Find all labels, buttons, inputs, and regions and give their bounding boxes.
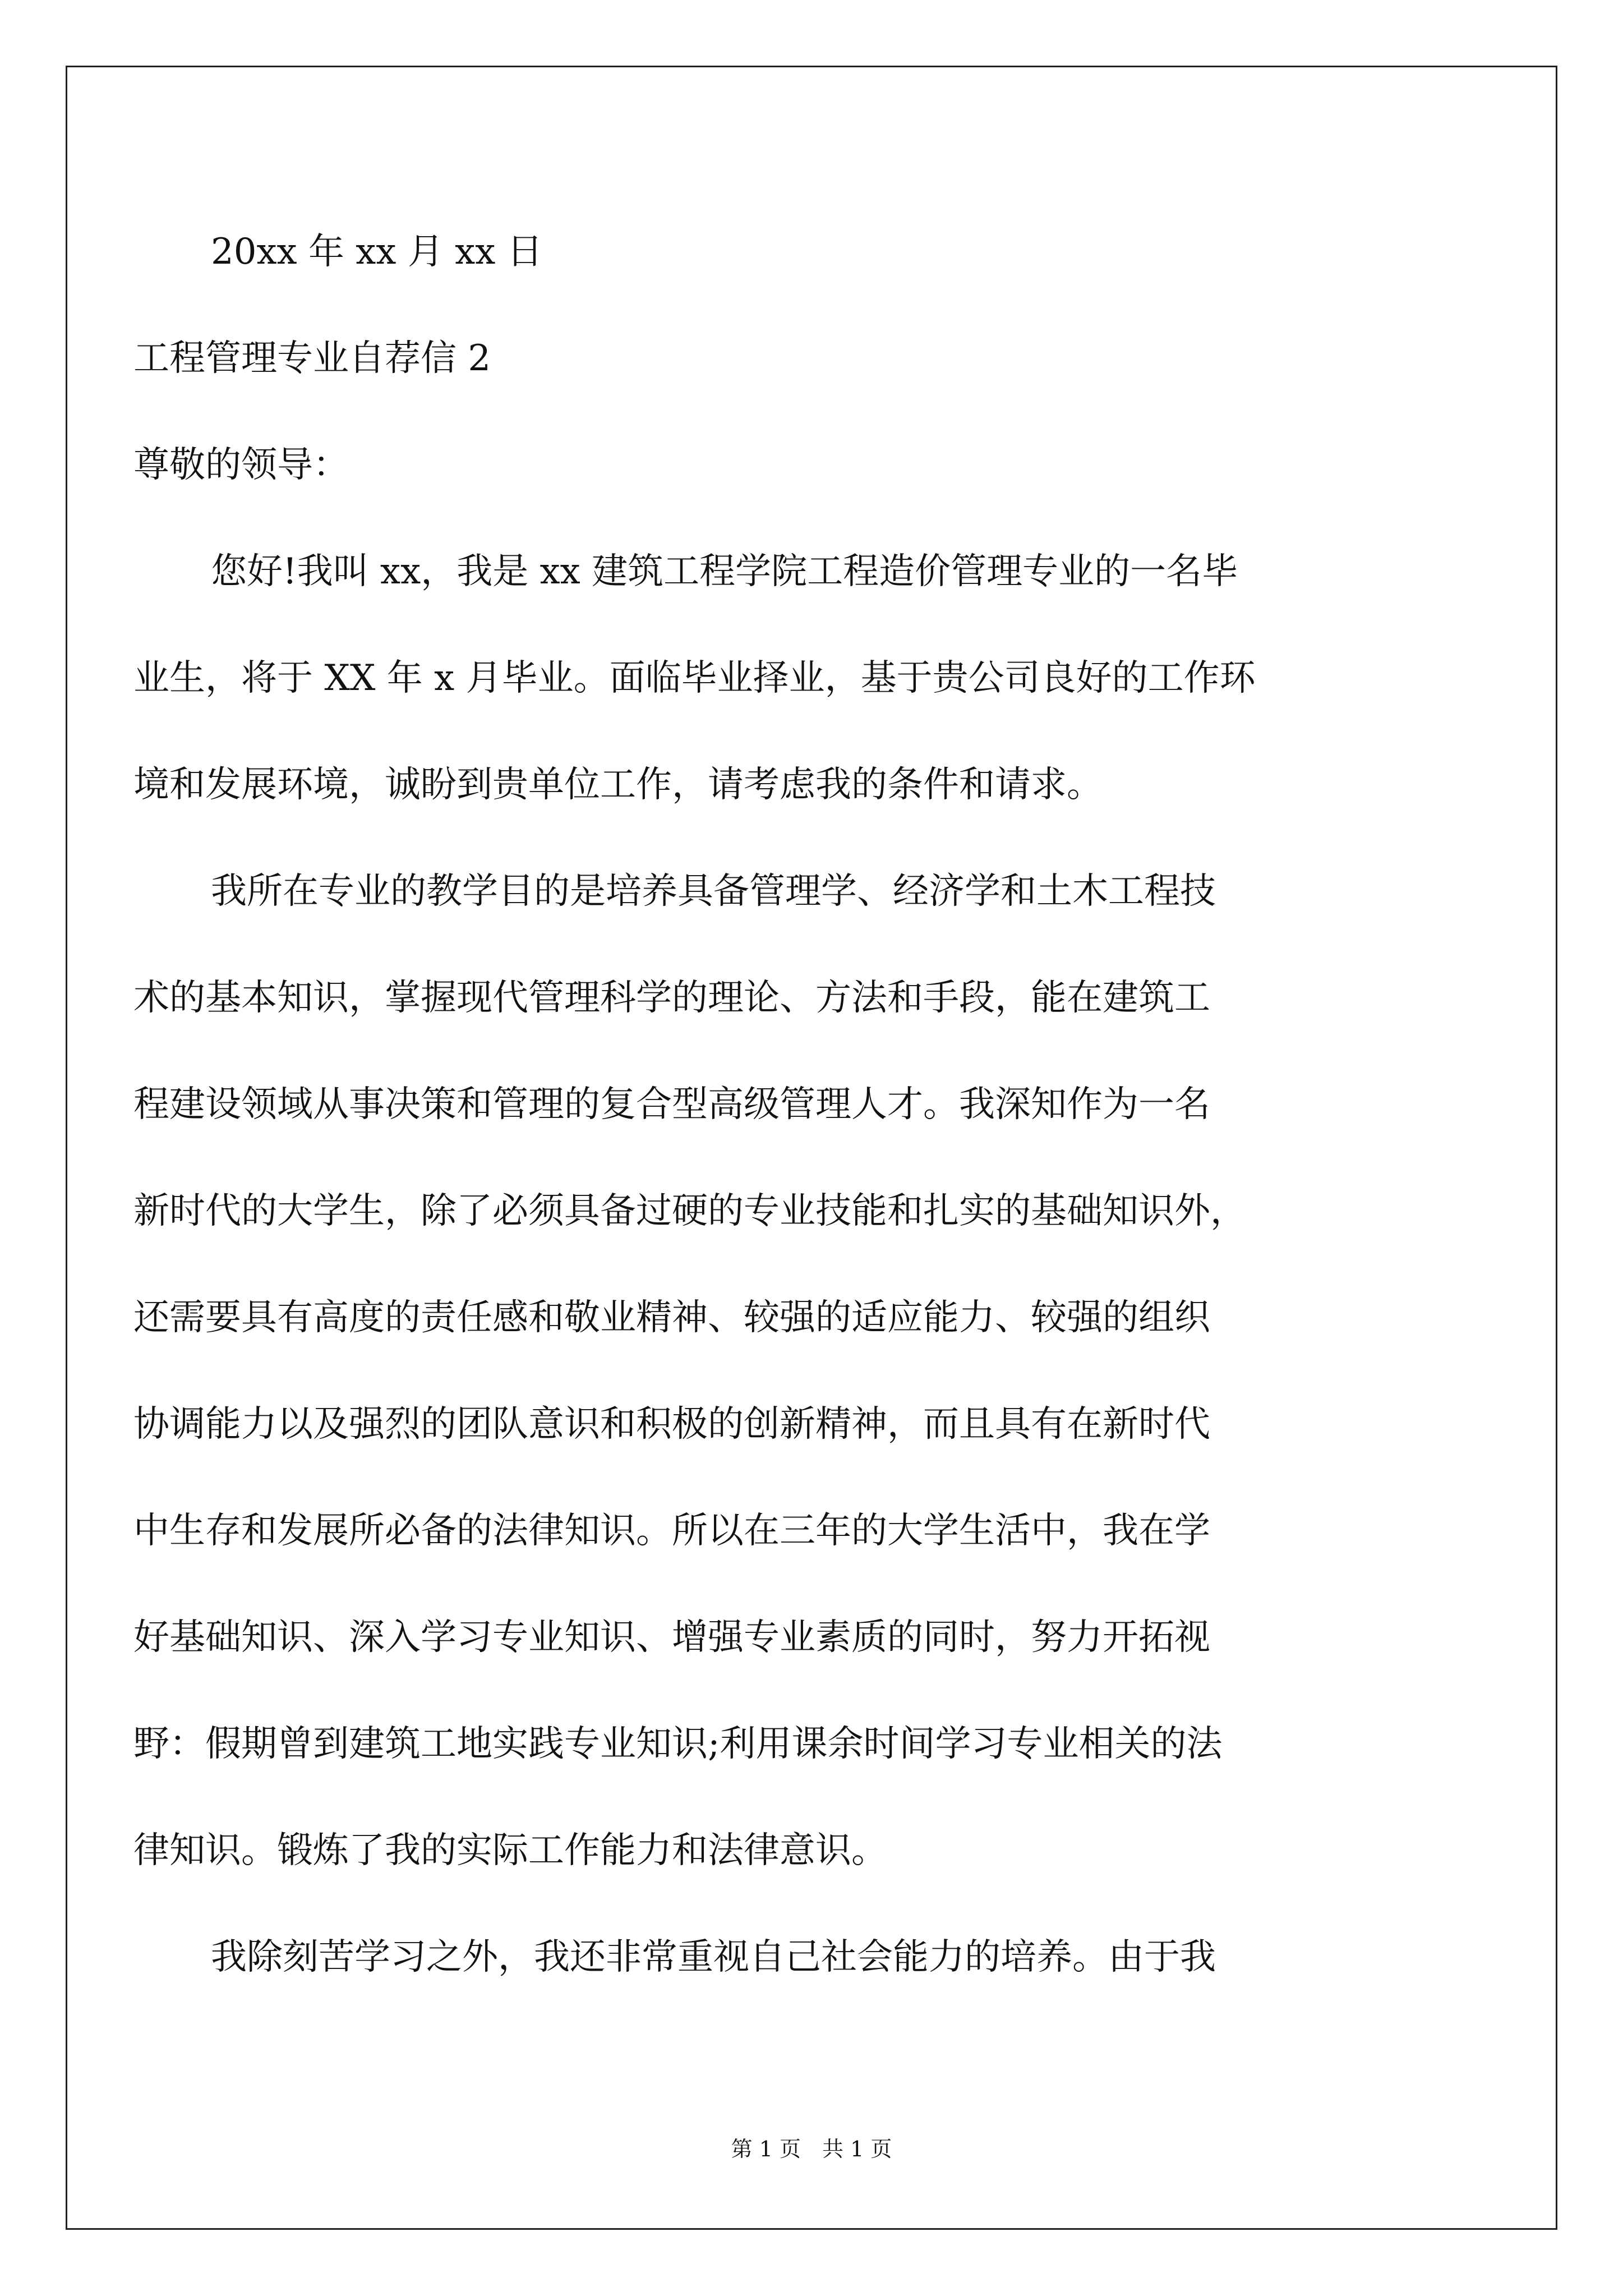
salutation: 尊敬的领导：: [133, 444, 349, 486]
paragraph-2-line-9: 野：假期曾到建筑工地实践专业知识;利用课余时间学习专业相关的法: [133, 1723, 1223, 1765]
page-border: [66, 66, 1557, 2230]
paragraph-1-line-3: 境和发展环境，诚盼到贵单位工作，请考虑我的条件和请求。: [133, 764, 1103, 806]
page-number: 第 1 页 共 1 页: [731, 2137, 892, 2161]
paragraph-3-line-1: 我除刻苦学习之外，我还非常重视自己社会能力的培养。由于我: [211, 1936, 1216, 1978]
paragraph-2-line-7: 中生存和发展所必备的法律知识。所以在三年的大学生活中，我在学: [133, 1510, 1210, 1552]
paragraph-2-line-5: 还需要具有高度的责任感和敬业精神、较强的适应能力、较强的组织: [133, 1297, 1210, 1338]
document-title: 工程管理专业自荐信 2: [133, 338, 491, 379]
date-line: 20xx 年 xx 月 xx 日: [211, 231, 543, 273]
paragraph-2-line-1: 我所在专业的教学目的是培养具备管理学、经济学和土木工程技: [211, 871, 1216, 912]
paragraph-2-line-10: 律知识。锻炼了我的实际工作能力和法律意识。: [133, 1830, 887, 1871]
paragraph-1-line-1: 您好!我叫 xx，我是 xx 建筑工程学院工程造价管理专业的一名毕: [211, 551, 1238, 592]
paragraph-2-line-6: 协调能力以及强烈的团队意识和积极的创新精神，而且具有在新时代: [133, 1404, 1210, 1445]
paragraph-2-line-4: 新时代的大学生，除了必须具备过硬的专业技能和扎实的基础知识外，: [133, 1190, 1246, 1232]
paragraph-2-line-3: 程建设领域从事决策和管理的复合型高级管理人才。我深知作为一名: [133, 1084, 1210, 1125]
paragraph-2-line-8: 好基础知识、深入学习专业知识、增强专业素质的同时，努力开拓视: [133, 1617, 1210, 1658]
paragraph-1-line-2: 业生，将于 XX 年 x 月毕业。面临毕业择业，基于贵公司良好的工作环: [133, 657, 1256, 699]
paragraph-2-line-2: 术的基本知识，掌握现代管理科学的理论、方法和手段，能在建筑工: [133, 977, 1210, 1019]
